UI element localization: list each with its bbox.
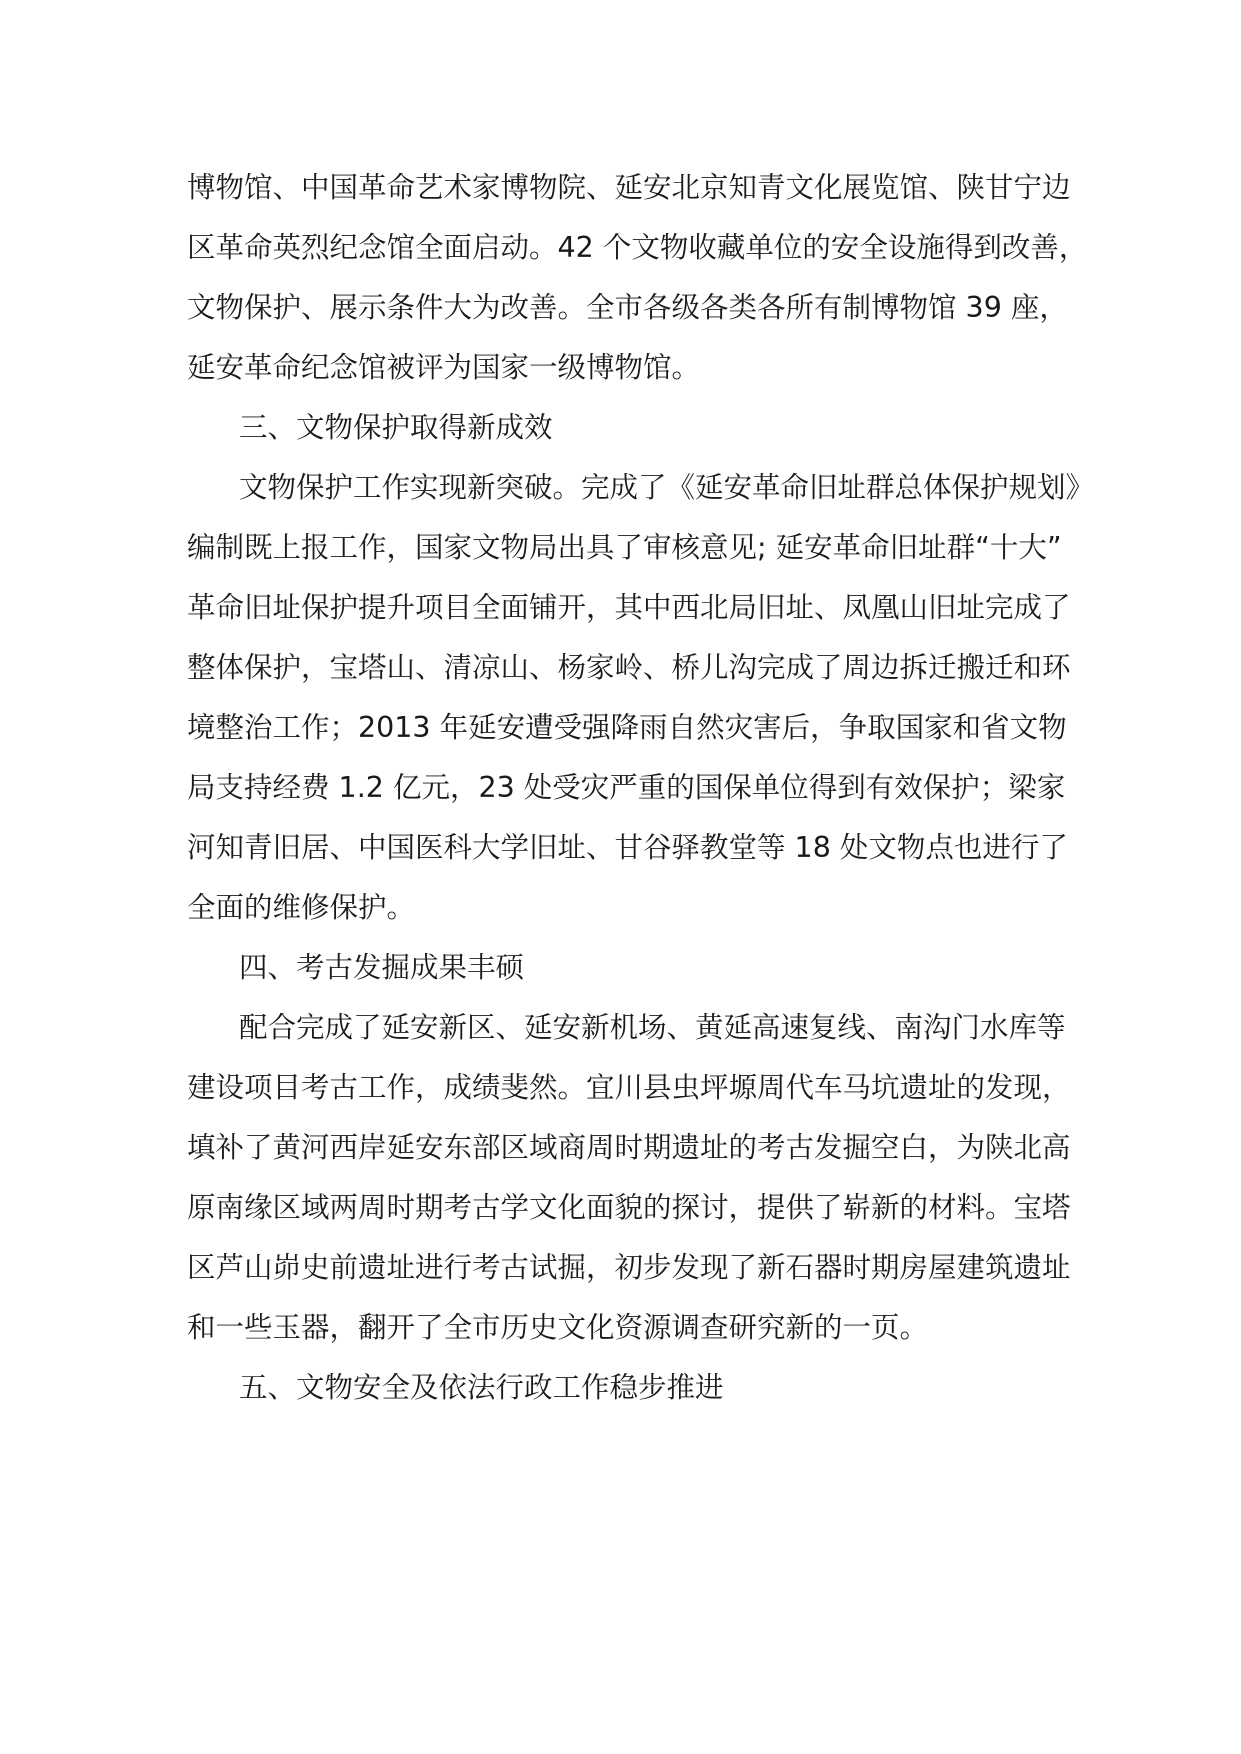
paragraph-archaeology (187, 998, 1071, 1358)
paragraph-line: 整体保护，宝塔山、清凉山、杨家岭、桥儿沟完成了周边拆迁搬迁和环 (187, 651, 1071, 684)
paragraph-line: 区芦山峁史前遗址进行考古试掘，初步发现了新石器时期房屋建筑遗址 (187, 1251, 1071, 1284)
document-body (187, 158, 1095, 1418)
paragraph-line: 博物馆、中国革命艺术家博物院、延安北京知青文化展览馆、陕甘宁边 (187, 171, 1071, 204)
paragraph-museums-continued (187, 158, 1088, 398)
paragraph-line: 革命旧址保护提升项目全面铺开，其中西北局旧址、凤凰山旧址完成了 (187, 591, 1071, 624)
paragraph-line: 区革命英烈纪念馆全面启动。42 个文物收藏单位的安全设施得到改善， (187, 231, 1088, 264)
paragraph-line: 填补了黄河西岸延安东部区域商周时期遗址的考古发掘空白，为陕北高 (187, 1131, 1071, 1164)
paragraph-line: 延安革命纪念馆被评为国家一级博物馆。 (187, 351, 701, 384)
paragraph-line: 文物保护工作实现新突破。完成了《延安革命旧址群总体保护规划》 (239, 471, 1095, 504)
section-heading-4: 四、考古发掘成果丰硕 (239, 951, 525, 984)
paragraph-heritage-protection (187, 458, 1095, 938)
paragraph-line: 建设项目考古工作，成绩斐然。宜川县虫坪塬周代车马坑遗址的发现， (187, 1071, 1071, 1104)
paragraph-line: 局支持经费 1.2 亿元，23 处受灾严重的国保单位得到有效保护；梁家 (187, 771, 1066, 804)
paragraph-line: 编制既上报工作，国家文物局出具了审核意见; 延安革命旧址群“十大” (187, 531, 1062, 564)
paragraph-line: 全面的维修保护。 (187, 891, 416, 924)
paragraph-line: 境整治工作；2013 年延安遭受强降雨自然灾害后，争取国家和省文物 (187, 711, 1067, 744)
paragraph-line: 配合完成了延安新区、延安新机场、黄延高速复线、南沟门水库等 (239, 1011, 1066, 1044)
paragraph-line: 河知青旧居、中国医科大学旧址、甘谷驿教堂等 18 处文物点也进行了 (187, 831, 1068, 864)
section-heading-5: 五、文物安全及依法行政工作稳步推进 (239, 1371, 724, 1404)
paragraph-line: 文物保护、展示条件大为改善。全市各级各类各所有制博物馆 39 座， (187, 291, 1068, 324)
paragraph-line: 原南缘区域两周时期考古学文化面貌的探讨，提供了崭新的材料。宝塔 (187, 1191, 1071, 1224)
paragraph-line: 和一些玉器，翻开了全市历史文化资源调查研究新的一页。 (187, 1311, 929, 1344)
section-heading-3: 三、文物保护取得新成效 (239, 411, 553, 444)
